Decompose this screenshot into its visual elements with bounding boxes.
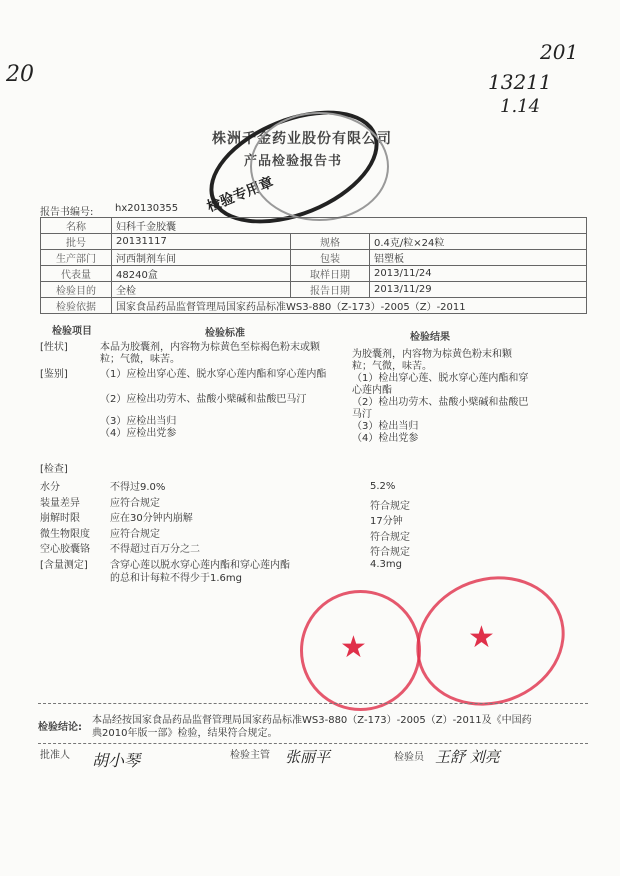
identification-result: （2）检出功劳木、盐酸小檗碱和盐酸巴: [352, 397, 529, 408]
character-result: 粒；气微，味苦。: [352, 361, 432, 372]
inspection-item: 空心胶囊铬: [40, 544, 90, 555]
column-header-result: 检验结果: [410, 332, 450, 343]
label-name: 名称: [41, 218, 112, 234]
inspection-result: 符合规定: [370, 531, 410, 543]
inspection-label: [检查]: [40, 464, 68, 475]
inspector-label: 检验员: [394, 752, 424, 763]
product-info-table: [40, 217, 587, 314]
handwritten-note: 1.14: [500, 96, 541, 117]
spec: 0.4克/粒×24粒: [370, 234, 587, 250]
character-label: [性状]: [40, 342, 68, 353]
identification-result: （3）检出当归: [352, 421, 419, 432]
inspection-result: 符合规定: [370, 547, 410, 558]
identification-result: （4）检出党参: [352, 433, 419, 444]
inspection-item: 水分: [40, 482, 60, 493]
report-number: hx20130355: [115, 203, 179, 214]
inspection-item: [含量测定]: [40, 559, 88, 571]
character-result: 为胶囊剂，内容物为棕黄色粉末和颗: [352, 349, 512, 360]
stamp-text: 检验专用章: [204, 174, 276, 216]
character-standard: 粒；气微，味苦。: [100, 354, 180, 365]
star-icon: ★: [340, 630, 367, 665]
column-header-item: 检验项目: [52, 326, 92, 337]
inspection-standard: 应符合规定: [110, 497, 160, 509]
handwritten-note: 201: [540, 40, 579, 64]
conclusion-text: 典2010年版一部》检验，结果符合规定。: [92, 728, 278, 739]
supervisor-label: 检验主管: [230, 750, 270, 761]
inspector-signature: 王舒 刘亮: [435, 748, 500, 766]
conclusion-text: 本品经按国家食品药品监督管理局国家药品标准WS3-880（Z-173）-2005（Z）-2011及《中国药: [92, 715, 532, 726]
identification-result: （1）检出穿心莲、脱水穿心莲内酯和穿: [352, 373, 529, 384]
dept: 河西制剂车间: [112, 250, 291, 266]
identification-label: [鉴别]: [40, 369, 68, 380]
label-quantity: 代表量: [41, 266, 112, 282]
handwritten-note: 20: [6, 62, 34, 87]
batch-number: 20131117: [112, 234, 291, 250]
inspection-standard: 不得超过百万分之二: [110, 544, 200, 555]
package: 铝塑板: [370, 250, 587, 266]
star-icon: ★: [468, 620, 495, 655]
label-report-date: 报告日期: [291, 282, 370, 298]
label-batch: 批号: [41, 234, 112, 250]
assay-standard-line2: 的总和计每粒不得少于1.6mg: [110, 573, 242, 584]
sample-date: 2013/11/24: [370, 266, 587, 282]
character-standard: 本品为胶囊剂，内容物为棕黄色至棕褐色粉末或颗: [100, 342, 320, 353]
conclusion-label: 检验结论:: [38, 722, 82, 733]
identification-standard: （4）应检出党参: [100, 428, 177, 439]
label-spec: 规格: [291, 234, 370, 250]
inspection-result: 4.3mg: [370, 558, 402, 570]
inspection-standard: 不得过9.0%: [110, 482, 166, 493]
approver-signature: 胡小琴: [92, 751, 141, 770]
handwritten-note: 13211: [488, 70, 552, 94]
inspection-item: 装量差异: [40, 497, 80, 509]
product-name: 妇科千金胶囊: [112, 218, 587, 234]
report-title: 产品检验报告书: [244, 154, 343, 169]
inspection-standard: 含穿心莲以脱水穿心莲内酯和穿心莲内酯: [110, 559, 290, 571]
inspection-result: 5.2%: [370, 481, 396, 492]
identification-result: 心莲内酯: [352, 385, 392, 396]
label-dept: 生产部门: [41, 250, 112, 266]
column-header-standard: 检验标准: [205, 328, 245, 339]
identification-result: 马汀: [352, 409, 372, 420]
report-date: 2013/11/29: [370, 282, 587, 298]
label-purpose: 检验目的: [41, 282, 112, 298]
inspection-standard: 应在30分钟内崩解: [110, 513, 193, 524]
identification-standard: （1）应检出穿心莲、脱水穿心莲内酯和穿心莲内酯: [100, 369, 327, 380]
inspection-item: 微生物限度: [40, 528, 90, 540]
label-basis: 检验依据: [41, 298, 112, 314]
purpose: 全检: [112, 282, 291, 298]
basis: 国家食品药品监督管理局国家药品标准WS3-880（Z-173）-2005（Z）-2011: [112, 298, 587, 314]
identification-standard: （2）应检出功劳木、盐酸小檗碱和盐酸巴马汀: [100, 394, 307, 405]
divider: [38, 703, 588, 704]
inspection-standard: 应符合规定: [110, 528, 160, 540]
identification-standard: （3）应检出当归: [100, 416, 177, 427]
inspection-result: 17分钟: [370, 516, 403, 527]
company-name: 株洲千金药业股份有限公司: [212, 131, 392, 147]
divider: [38, 743, 588, 744]
inspection-result: 符合规定: [370, 500, 410, 512]
report-number-label: 报告书编号:: [40, 207, 94, 218]
supervisor-signature: 张丽平: [285, 748, 331, 766]
approver-label: 批准人: [40, 750, 70, 761]
quantity: 48240盒: [112, 266, 291, 282]
label-package: 包装: [291, 250, 370, 266]
inspection-item: 崩解时限: [40, 513, 80, 524]
label-sample-date: 取样日期: [291, 266, 370, 282]
inspection-stamp-gray: [250, 112, 389, 221]
